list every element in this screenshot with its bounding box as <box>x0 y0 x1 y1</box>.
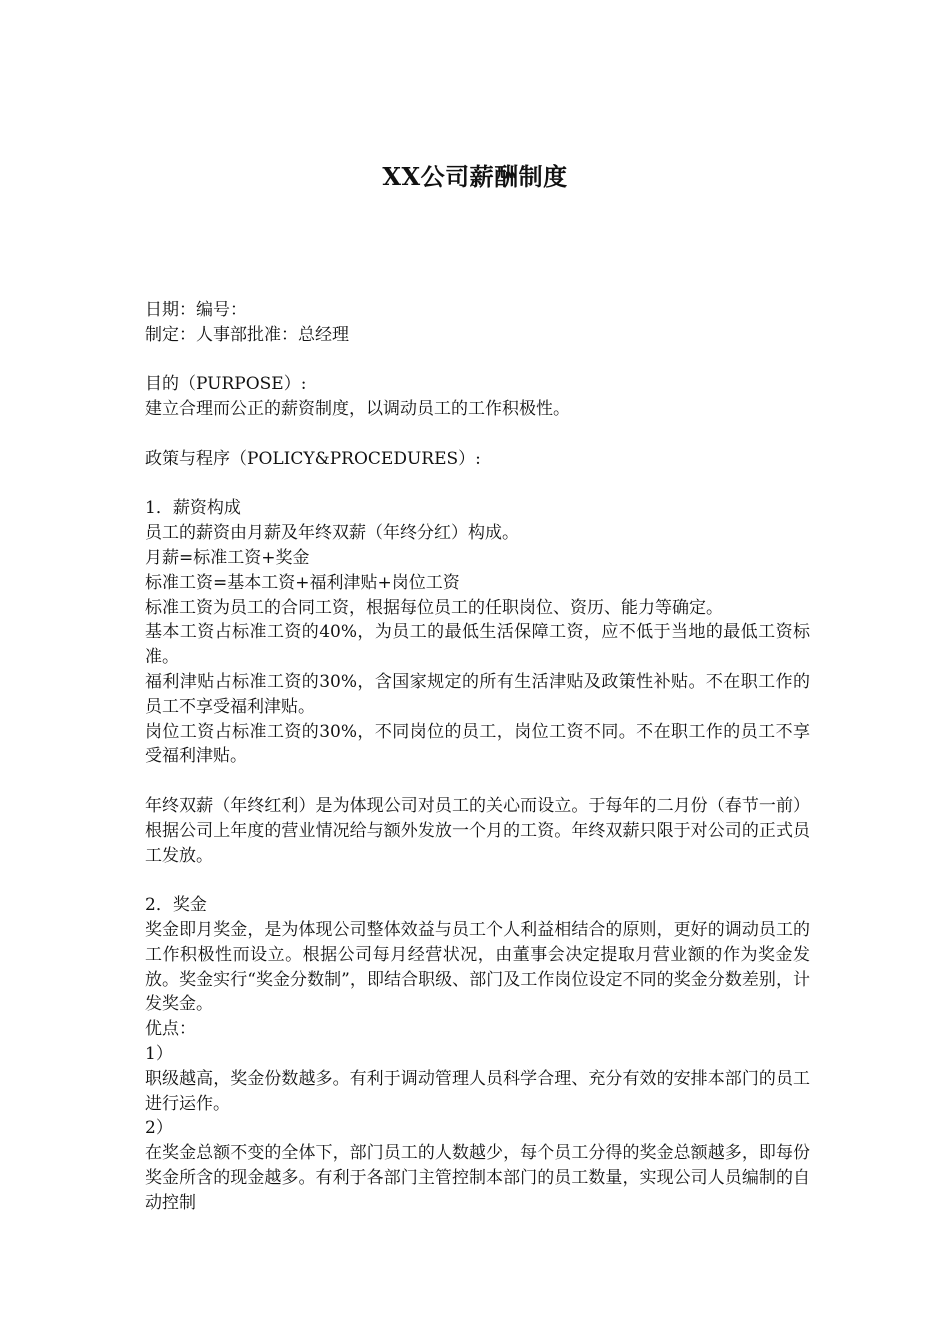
salary-composition-line: 员工的薪资由月薪及年终双薪（年终分红）构成。 <box>145 523 519 544</box>
standard-wage-definition: 标准工资为员工的合同工资，根据每位员工的任职岗位、资历、能力等确定。 <box>145 597 723 618</box>
position-wage-paragraph: 岗位工资占标准工资的30%，不同岗位的员工，岗位工资不同。不在职工作的员工不享受福利津贴。 <box>145 721 810 767</box>
advantages-label: 优点： <box>145 1019 196 1040</box>
approval-line: 制定：人事部批准：总经理 <box>145 324 349 345</box>
basic-wage-paragraph: 基本工资占标准工资的40%，为员工的最低生活保障工资，应不低于当地的最低工资标准。 <box>145 622 810 668</box>
section2-heading: 2．奖金 <box>145 895 207 916</box>
date-number-line: 日期：编号： <box>145 300 247 320</box>
purpose-text: 建立合理而公正的薪资制度，以调动员工的工作积极性。 <box>145 399 570 420</box>
advantage-text-2: 在奖金总额不变的全体下，部门员工的人数越少，每个员工分得的奖金总额越多，即每份奖金所含的现金越多。有利于各部门主管控制本部门的员工数量，实现公司人员编制的自动控制 <box>145 1143 810 1213</box>
welfare-allowance-paragraph: 福利津贴占标准工资的30%，含国家规定的所有生活津贴及政策性补贴。不在职工作的员工不享受福利津贴。 <box>145 671 810 717</box>
policy-heading: 政策与程序（POLICY&PROCEDURES）: <box>145 448 481 469</box>
purpose-heading: 目的（PURPOSE）: <box>145 374 307 395</box>
spacer <box>145 472 810 497</box>
standard-wage-formula: 标准工资=基本工资+福利津贴+岗位工资 <box>145 572 460 593</box>
year-end-bonus-paragraph: 年终双薪（年终红利）是为体现公司对员工的关心而设立。于每年的二月份（春节一前）根据公司上年度的营业情况给与额外发放一个月的工资。年终双薪只限于对公司的正式员工发放。 <box>145 795 810 866</box>
document-title: XX公司薪酬制度 <box>382 162 568 191</box>
advantage-number-2: 2） <box>145 1118 173 1139</box>
bonus-intro-paragraph: 奖金即月奖金，是为体现公司整体效益与员工个人利益相结合的原则，更好的调动员工的工作积极性而设立。根据公司每月经营状况，由董事会决定提取月营业额的作为奖金发放。奖金实行“奖金分数制”，即结合职级、部门及工作岗位设定不同的奖金分数差别，计发奖金。 <box>145 919 810 1015</box>
monthly-salary-formula: 月薪=标准工资+奖金 <box>145 547 310 568</box>
spacer <box>145 422 810 447</box>
spacer <box>145 868 810 893</box>
spacer <box>145 348 810 373</box>
advantage-text-1: 职级越高，奖金份数越多。有利于调动管理人员科学合理、充分有效的安排本部门的员工进行运作。 <box>145 1068 810 1114</box>
advantage-number-1: 1） <box>145 1043 173 1064</box>
section1-heading: 1．薪资构成 <box>145 498 241 519</box>
spacer <box>145 769 810 794</box>
document-body <box>145 298 810 1215</box>
